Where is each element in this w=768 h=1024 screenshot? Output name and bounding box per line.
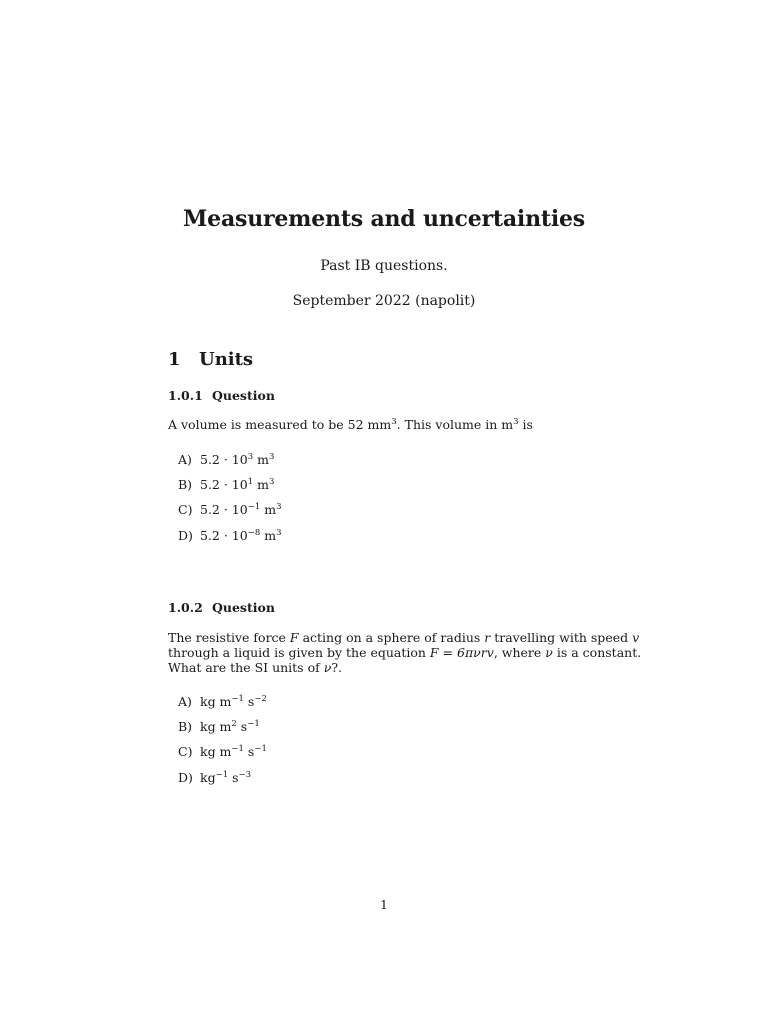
question-1-label: Question xyxy=(212,388,275,403)
option-unit: kg m xyxy=(200,744,232,759)
q2-text-part: The resistive force xyxy=(168,630,290,645)
q2-text-part: travelling with speed xyxy=(490,630,633,645)
question-2-line-3 xyxy=(168,660,342,676)
question-1-heading xyxy=(168,388,275,403)
q2-text-part: ?. xyxy=(331,660,342,675)
option-exponent: −8 xyxy=(247,528,261,538)
option-unit: s xyxy=(243,744,255,759)
q1-option-c[interactable] xyxy=(178,502,282,517)
option-unit: s xyxy=(236,719,248,734)
q1-text-exponent: 3 xyxy=(513,417,519,427)
option-unit: kg m xyxy=(200,694,232,709)
option-label: C) xyxy=(178,744,193,759)
q2-option-b[interactable] xyxy=(178,719,260,734)
document-title: Measurements and uncertainties xyxy=(183,206,585,232)
option-unit: kg m xyxy=(200,719,232,734)
option-unit: m xyxy=(253,477,269,492)
option-value: 5.2 · 10 xyxy=(200,477,248,492)
option-label: C) xyxy=(178,502,193,517)
option-exponent: −3 xyxy=(238,770,252,780)
question-1-number: 1.0.1 xyxy=(168,388,203,403)
option-unit-exponent: 3 xyxy=(276,502,282,512)
option-label: D) xyxy=(178,528,193,543)
option-exponent: −1 xyxy=(247,719,260,729)
option-value: 5.2 · 10 xyxy=(200,502,248,517)
section-title: Units xyxy=(199,349,254,370)
section-number: 1 xyxy=(168,349,181,370)
q1-option-a[interactable] xyxy=(178,452,274,467)
q1-option-b[interactable] xyxy=(178,477,274,492)
q2-math-symbol: F xyxy=(289,630,299,645)
option-exponent: 1 xyxy=(247,477,254,487)
q2-text-part: acting on a sphere of radius xyxy=(298,630,485,645)
option-unit: s xyxy=(243,694,255,709)
q1-option-d[interactable] xyxy=(178,528,282,543)
q1-text-part: . This volume in m xyxy=(396,417,514,432)
q2-option-c[interactable] xyxy=(178,744,267,759)
option-exponent: −1 xyxy=(247,502,261,512)
option-exponent: −1 xyxy=(254,744,267,754)
q2-option-a[interactable] xyxy=(178,694,267,709)
option-exponent: 3 xyxy=(247,452,254,462)
option-label: B) xyxy=(178,477,193,492)
option-exponent: −1 xyxy=(231,694,244,704)
q2-text-part: What are the SI units of xyxy=(168,660,324,675)
option-exponent: −1 xyxy=(215,770,229,780)
q1-text-part: is xyxy=(518,417,533,432)
q2-math-symbol: ν xyxy=(545,645,553,660)
q2-math-symbol: ν xyxy=(323,660,332,675)
q2-math-symbol: v xyxy=(632,630,640,645)
q1-text-part: A volume is measured to be 52 mm xyxy=(168,417,392,432)
option-exponent: −1 xyxy=(231,744,244,754)
q2-text-part: through a liquid is given by the equation xyxy=(168,645,430,660)
option-unit: kg xyxy=(200,770,216,785)
question-2-line-1 xyxy=(168,630,639,646)
option-exponent: −2 xyxy=(254,694,267,704)
page-number: 1 xyxy=(380,897,388,912)
option-value: 5.2 · 10 xyxy=(200,528,248,543)
q2-text-part: , where xyxy=(493,645,546,660)
option-unit: m xyxy=(253,452,269,467)
option-label: A) xyxy=(178,452,192,467)
option-unit-exponent: 3 xyxy=(268,477,275,487)
option-unit: m xyxy=(260,528,277,543)
option-label: A) xyxy=(178,694,192,709)
option-label: D) xyxy=(178,770,193,785)
question-2-number: 1.0.2 xyxy=(168,600,203,615)
question-2-label: Question xyxy=(212,600,275,615)
q2-equation: F = 6πνrv xyxy=(429,645,494,660)
option-exponent: 2 xyxy=(231,719,237,729)
q2-text-part: is a constant. xyxy=(552,645,642,660)
question-1-text xyxy=(168,417,533,433)
option-value: 5.2 · 10 xyxy=(200,452,248,467)
option-unit-exponent: 3 xyxy=(268,452,275,462)
question-2-heading xyxy=(168,600,275,615)
section-heading xyxy=(168,349,253,370)
document-date: September 2022 (napolit) xyxy=(292,293,476,309)
q2-math-symbol: r xyxy=(484,630,491,645)
q2-option-d[interactable] xyxy=(178,770,251,785)
q1-text-exponent: 3 xyxy=(391,417,397,427)
option-unit: m xyxy=(260,502,277,517)
option-label: B) xyxy=(178,719,193,734)
option-unit: s xyxy=(228,770,239,785)
question-2-line-2 xyxy=(168,645,641,661)
option-unit-exponent: 3 xyxy=(276,528,282,538)
document-subtitle: Past IB questions. xyxy=(320,258,448,274)
